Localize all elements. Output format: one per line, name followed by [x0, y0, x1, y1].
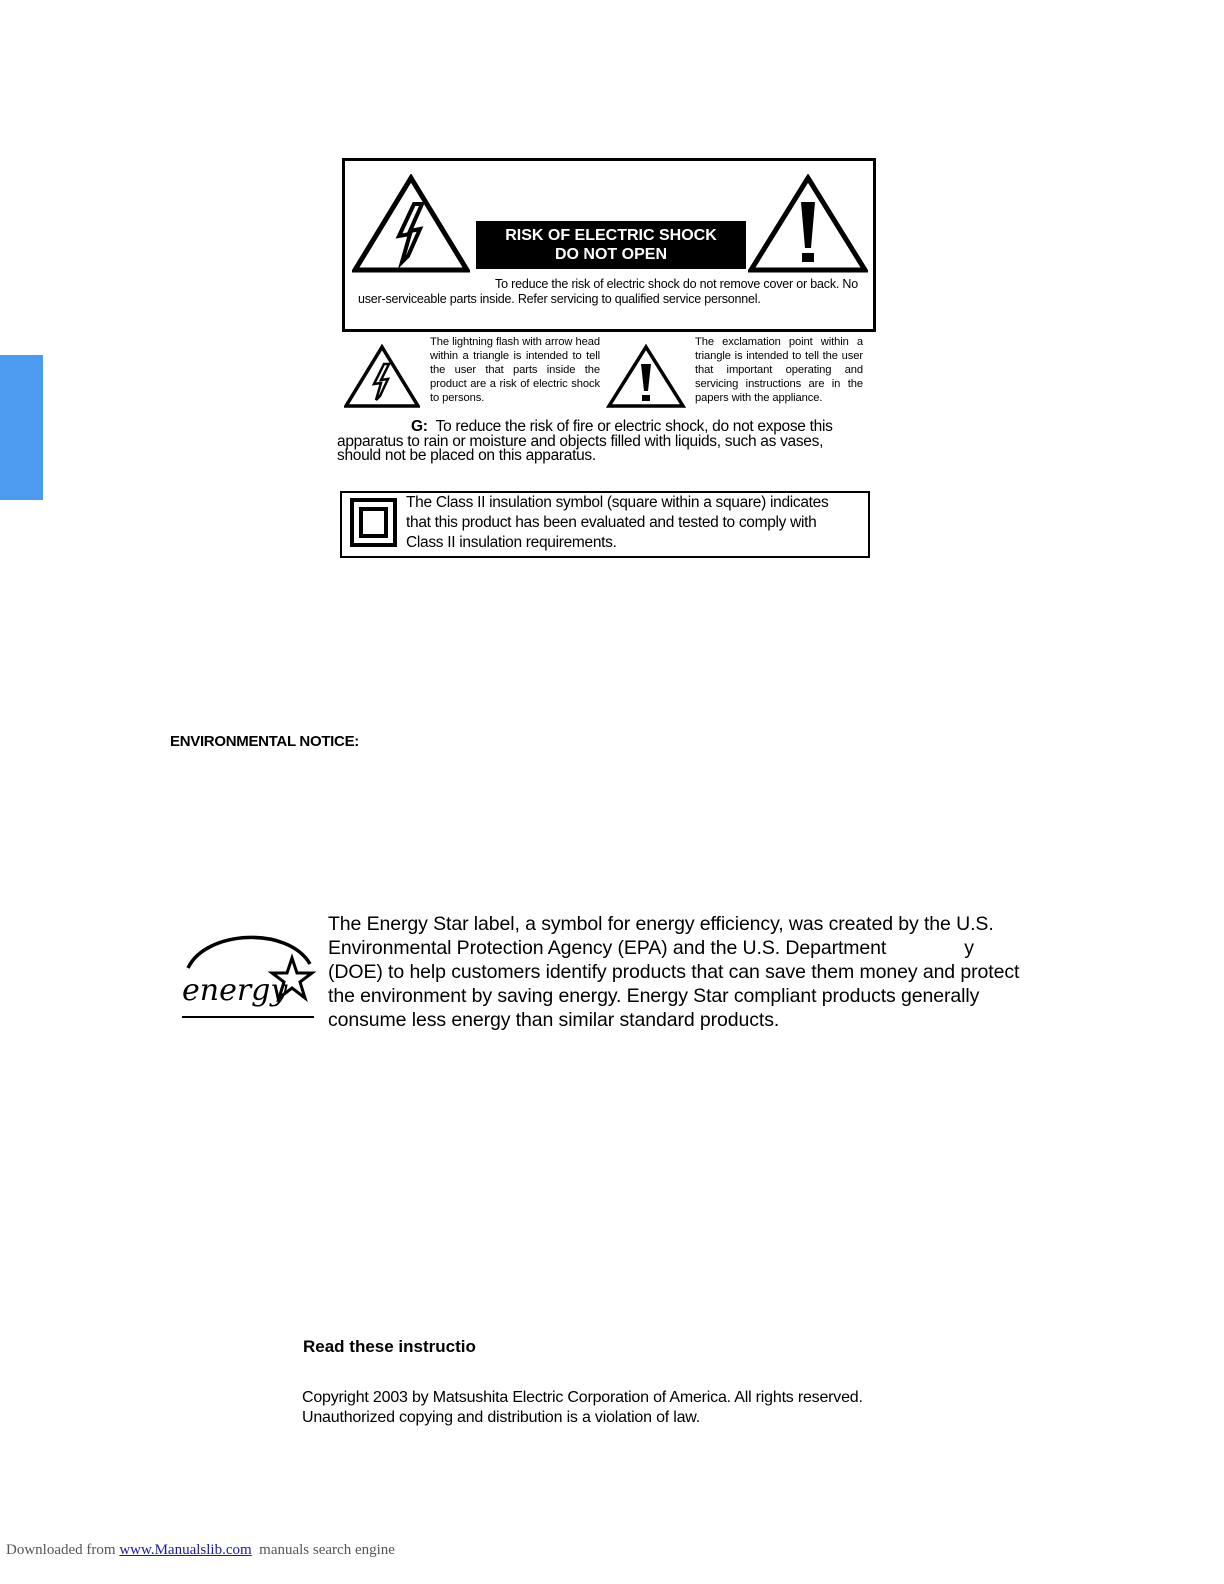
energy-line-4: the environment by saving energy. Energy Star compliant products generally: [328, 985, 980, 1007]
warning-line-2: apparatus to rain or moisture and objects filled with liquids, such as vases,: [337, 432, 824, 450]
risk-banner: [476, 221, 746, 269]
class-ii-line-1: The Class II insulation symbol (square within a square) indicates: [406, 494, 829, 511]
exclamation-triangle-small-icon: [606, 344, 686, 408]
class-ii-text: [406, 493, 866, 553]
energy-line-5: consume less energy than similar standard products.: [328, 1009, 780, 1031]
download-footer: [6, 1542, 395, 1559]
footer-suffix: manuals search engine: [251, 1542, 395, 1558]
read-instructions-title: Read these instructio: [303, 1337, 476, 1356]
banner-line-1: RISK OF ELECTRIC SHOCK: [505, 227, 717, 244]
lightning-triangle-small-icon: [344, 344, 420, 408]
class-ii-square-icon: [350, 498, 397, 547]
energy-line-2a: Environmental Protection Agency (EPA) and the U.S. Department: [328, 937, 887, 959]
manualslib-link[interactable]: www.Manualslib.com: [119, 1542, 252, 1558]
warning-box-text: [358, 277, 858, 307]
warning-box-line-2: user-serviceable parts inside. Refer servicing to qualified service personnel.: [358, 292, 761, 306]
exclamation-triangle-icon: [748, 174, 868, 274]
copyright-notice: [302, 1388, 863, 1428]
energy-logo-text: energy: [182, 973, 288, 1008]
side-tab: [0, 355, 43, 500]
lightning-triangle-icon: [352, 174, 470, 274]
fire-shock-warning: [337, 420, 877, 464]
energy-line-3: (DOE) to help customers identify products that can save them money and protect: [328, 961, 1020, 983]
banner-line-2: DO NOT OPEN: [554, 246, 667, 263]
footer-prefix: Downloaded from: [6, 1542, 120, 1558]
energy-line-2b: y: [964, 937, 974, 959]
warning-line-3: should not be placed on this apparatus.: [337, 447, 596, 464]
environmental-notice-title: ENVIRONMENTAL NOTICE:: [170, 733, 359, 750]
copyright-line-2: Unauthorized copying and distribution is a violation of law.: [302, 1409, 701, 1426]
class-ii-line-2: that this product has been evaluated and tested to comply with: [406, 514, 817, 531]
energy-star-logo: [178, 930, 318, 1022]
lightning-description: The lightning flash with arrow head within a triangle is intended to tell the user that parts inside the product are a risk of electric shock to persons.: [430, 336, 600, 404]
energy-line-1: The Energy Star label, a symbol for energy efficiency, was created by the U.S.: [328, 913, 994, 935]
exclamation-description: The exclamation point within a triangle is intended to tell the user that important operating and servicing instructions are in the papers with the appliance.: [695, 336, 863, 404]
warning-label: G:: [411, 418, 428, 435]
warning-box-line-1: To reduce the risk of electric shock do not remove cover or back. No: [495, 277, 858, 291]
energy-star-text: [328, 912, 1048, 1032]
warning-line-1: To reduce the risk of fire or electric shock, do not expose this: [435, 418, 833, 435]
class-ii-line-3: Class II insulation requirements.: [406, 534, 617, 551]
copyright-line-1: Copyright 2003 by Matsushita Electric Corporation of America. All rights reserved.: [302, 1389, 863, 1406]
